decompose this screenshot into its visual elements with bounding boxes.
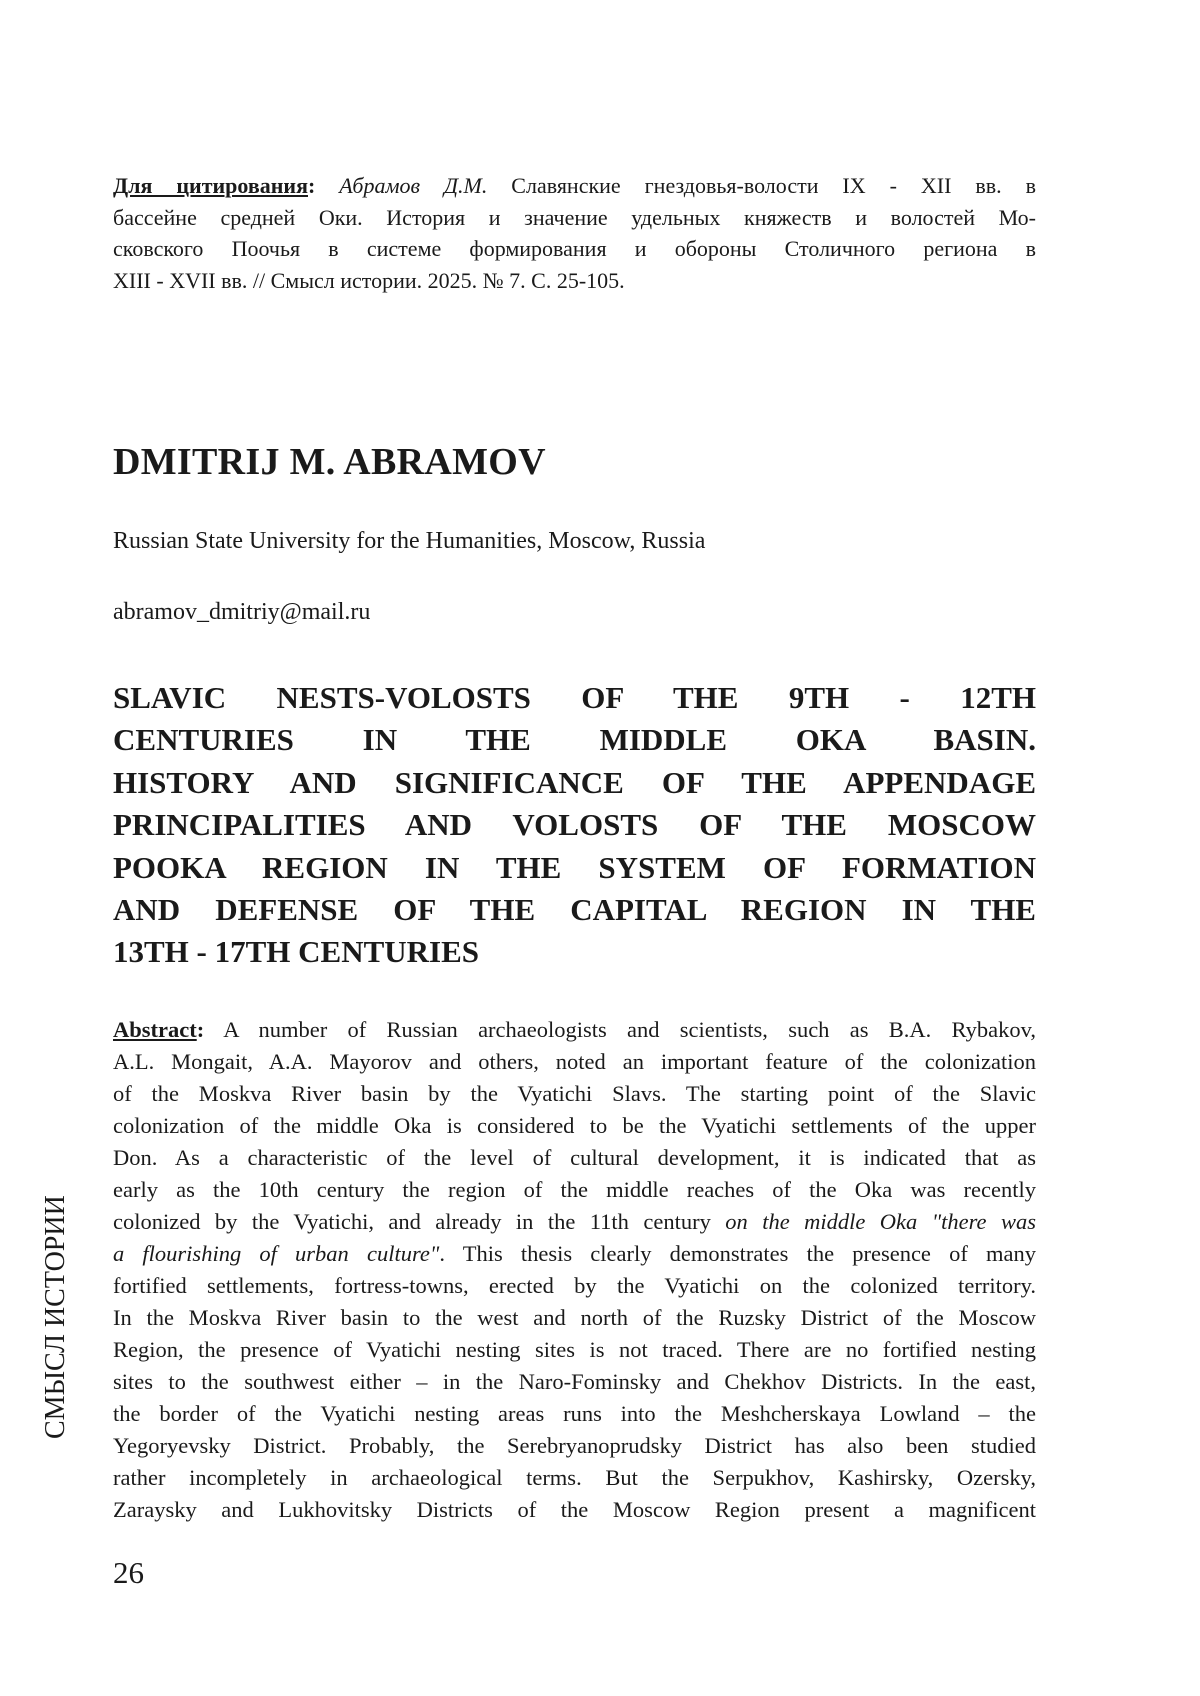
journal-side-title: СМЫСЛ ИСТОРИИ: [40, 1195, 71, 1439]
text-segment: of the Moskva River basin by the Vyatichi Slavs. The starting point of the Slavic: [113, 1081, 1036, 1106]
text-segment: Славянские гнездовья-волости IX - XII вв. в: [487, 173, 1036, 198]
text-line: [113, 1110, 1036, 1142]
text-segment: Zaraysky and Lukhovitsky Districts of the Moscow Region present a magnificent: [113, 1497, 1036, 1522]
text-segment: Yegoryevsky District. Probably, the Serebryanoprudsky District has also been studied: [113, 1433, 1036, 1458]
text-line: [113, 1366, 1036, 1398]
text-segment: fortified settlements, fortress-towns, erected by the Vyatichi on the colonized territory.: [113, 1273, 1036, 1298]
text-segment: In the Moskva River basin to the west and north of the Ruzsky District of the Moscow: [113, 1305, 1036, 1330]
text-segment: POOKA REGION IN THE SYSTEM OF FORMATION: [113, 849, 1036, 885]
italic-text: Абрамов Д.М.: [339, 173, 488, 198]
text-line: [113, 233, 1036, 265]
text-line: [113, 762, 1036, 804]
article-title: [113, 677, 1036, 974]
text-segment: AND DEFENSE OF THE CAPITAL REGION IN THE: [113, 892, 1036, 928]
text-segment: XIII - XVII вв. // Смысл истории. 2025. № 7. С. 25-105.: [113, 267, 625, 293]
author-email-link[interactable]: abramov_dmitriy@mail.ru: [113, 599, 371, 625]
text-line: [113, 1206, 1036, 1238]
text-line: [113, 1462, 1036, 1494]
text-line: [113, 847, 1036, 889]
section-label: Abstract: [113, 1017, 197, 1042]
text-line: [113, 170, 1036, 202]
text-segment: :: [196, 1017, 205, 1042]
text-segment: colonized by the Vyatichi, and already in the 11th century: [113, 1209, 726, 1234]
section-label: Для цитирования: [113, 173, 308, 198]
text-segment: сковского Поочья в системе формирования и обороны Столичного региона в: [113, 236, 1036, 262]
text-line: [113, 889, 1036, 931]
text-line: [113, 1046, 1036, 1078]
abstract-paragraph: [113, 1014, 1036, 1526]
text-segment: :: [308, 173, 340, 198]
text-line: [113, 1238, 1036, 1270]
text-segment: . This thesis clearly demonstrates the presence of many: [439, 1241, 1036, 1266]
text-segment: A.L. Mongait, A.A. Mayorov and others, noted an important feature of the colonization: [113, 1049, 1036, 1074]
text-segment: HISTORY AND SIGNIFICANCE OF THE APPENDAGE: [113, 764, 1036, 800]
text-segment: PRINCIPALITIES AND VOLOSTS OF THE MOSCOW: [113, 807, 1036, 843]
text-segment: early as the 10th century the region of the middle reaches of the Oka was recently: [113, 1177, 1036, 1202]
text-line: [113, 1398, 1036, 1430]
text-segment: Don. As a characteristic of the level of cultural development, it is indicated that as: [113, 1145, 1036, 1170]
text-line: [113, 1494, 1036, 1526]
text-segment: A number of Russian archaeologists and scientists, such as B.A. Rybakov,: [204, 1017, 1036, 1042]
text-segment: 13TH - 17TH CENTURIES: [113, 934, 480, 970]
page-number: 26: [113, 1555, 144, 1590]
text-line: [113, 202, 1036, 234]
text-segment: the border of the Vyatichi nesting areas runs into the Meshcherskaya Lowland – the: [113, 1401, 1036, 1426]
text-segment: CENTURIES IN THE MIDDLE OKA BASIN.: [113, 722, 1036, 758]
text-segment: Region, the presence of Vyatichi nesting sites is not traced. There are no fortified nesting: [113, 1337, 1036, 1362]
text-line: [113, 265, 1036, 297]
text-line: [113, 1270, 1036, 1302]
text-segment: бассейне средней Оки. История и значение удельных княжеств и волостей Мо-: [113, 204, 1036, 230]
text-line: [113, 1174, 1036, 1206]
text-segment: SLAVIC NESTS-VOLOSTS OF THE 9TH - 12TH: [113, 680, 1036, 715]
text-line: [113, 931, 1036, 973]
italic-text: on the middle Oka "there was: [725, 1209, 1036, 1234]
text-line: [113, 719, 1036, 761]
text-line: [113, 1078, 1036, 1110]
author-affiliation: Russian State University for the Humanities, Moscow, Russia: [113, 528, 706, 554]
author-name: DMITRIJ M. ABRAMOV: [113, 441, 546, 483]
text-segment: sites to the southwest either – in the Naro-Fominsky and Chekhov Districts. In the east,: [113, 1369, 1036, 1394]
citation-block: [113, 170, 1036, 296]
text-line: [113, 1430, 1036, 1462]
text-line: [113, 804, 1036, 846]
text-line: [113, 1302, 1036, 1334]
text-line: [113, 1334, 1036, 1366]
text-segment: rather incompletely in archaeological terms. But the Serpukhov, Kashirsky, Ozersky,: [113, 1465, 1036, 1490]
italic-text: a flourishing of urban culture": [113, 1241, 440, 1266]
text-line: [113, 1014, 1036, 1046]
text-line: [113, 677, 1036, 719]
text-segment: colonization of the middle Oka is considered to be the Vyatichi settlements of the upper: [113, 1113, 1036, 1138]
text-line: [113, 1142, 1036, 1174]
